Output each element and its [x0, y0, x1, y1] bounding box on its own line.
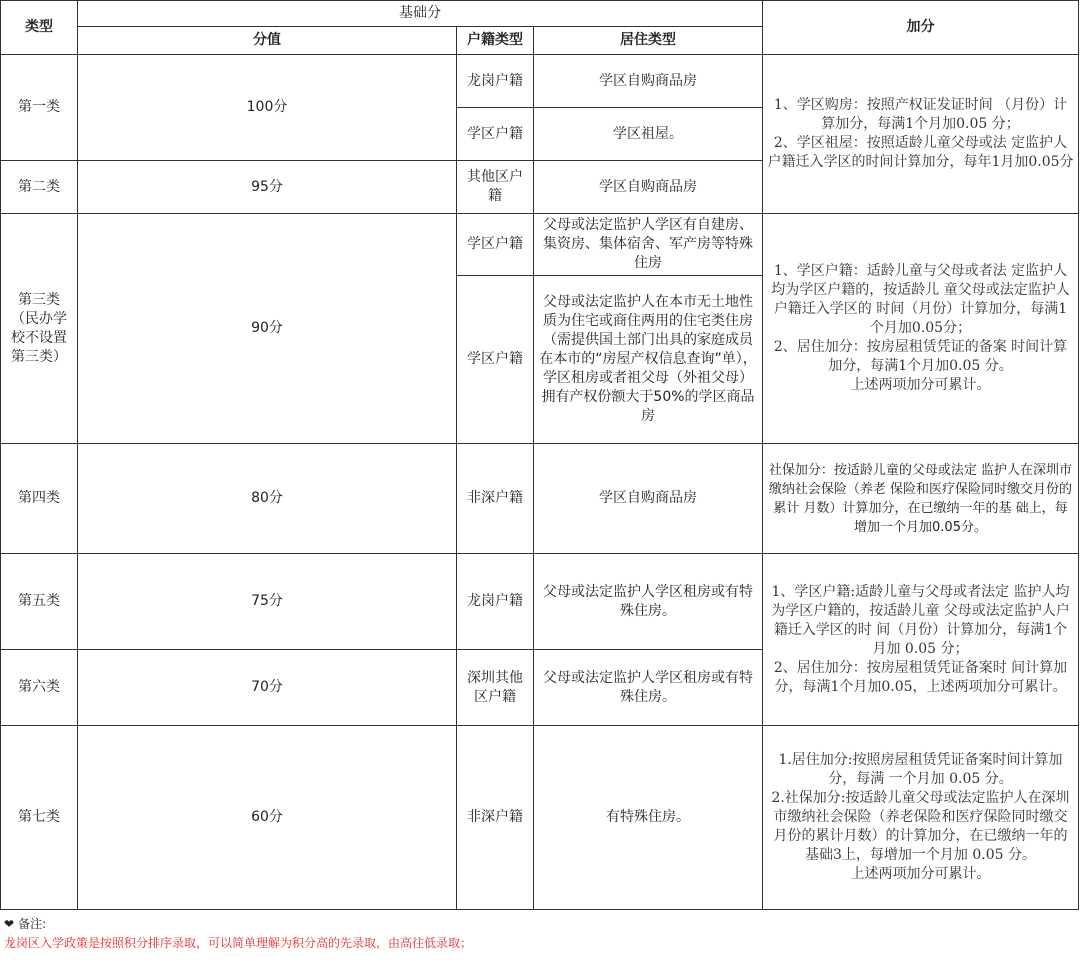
- residence-cell: 学区祖屋。: [534, 108, 763, 161]
- score-cell: 100分: [78, 55, 457, 161]
- hukou-cell: 学区户籍: [457, 214, 534, 276]
- bonus-line: 2.社保加分:按适龄儿童父母或法定监护人在深圳市缴纳社会保险（养老保险和医疗保险同时缴交月份的累计月数）的计算加分，在已缴纳一年的基础3上，每增加一个月加 0.05 分。: [771, 790, 1070, 863]
- category-cell: 第三类（民办学校不设置第三类）: [1, 214, 78, 444]
- score-cell: 80分: [78, 444, 457, 554]
- hukou-cell: 非深户籍: [457, 726, 534, 910]
- score-cell: 60分: [78, 726, 457, 910]
- bonus-line: 上述两项加分可累计。: [850, 377, 991, 393]
- score-cell: 75分: [78, 554, 457, 650]
- bonus-line: 1、学区购房：按照产权证发证时间 （月份）计算加分，每满1个月加0.05 分；: [773, 97, 1068, 132]
- footnote-label: 备注:: [18, 917, 47, 931]
- bonus-line: 上述两项加分可累计。: [850, 866, 991, 882]
- category-cell: 第六类: [1, 650, 78, 726]
- score-cell: 70分: [78, 650, 457, 726]
- bonus-cell: [763, 55, 1079, 214]
- bonus-line: 1、学区户籍：适龄儿童与父母或者法 定监护人均为学区户籍的，按适龄儿 童父母或法定监护人户籍迁入学区的 时间（月份）计算加分，每满1个月加0.05分；: [771, 263, 1070, 336]
- category-cell: 第四类: [1, 444, 78, 554]
- heart-icon: ❤: [4, 917, 15, 931]
- header-type: 类型: [1, 1, 78, 55]
- category-cell: 第二类: [1, 161, 78, 214]
- bonus-line: 1.居住加分:按照房屋租赁凭证备案时间计算加分，每满 一个月加 0.05 分。: [778, 752, 1063, 787]
- bonus-cell: 社保加分：按适龄儿童的父母或法定 监护人在深圳市缴纳社会保险（养老 保险和医疗保险同时缴交月份的累计 月数）计算加分，在已缴纳一年的基 础上，每增加一个月加0.05分。: [763, 444, 1079, 554]
- hukou-cell: 学区户籍: [457, 108, 534, 161]
- residence-cell: 父母或法定监护人在本市无土地性质为住宅或商住两用的住宅类住房（需提供国土部门出具的家庭成员在本市的“房屋产权信息查询”单），学区租房或者祖父母（外祖父母）拥有产权份额大于50%的学区商品房: [534, 276, 763, 444]
- bonus-line: 1、学区户籍:适龄儿童与父母或者法定 监护人均为学区户籍的，按适龄儿童 父母或法定监护人户籍迁入学区的时 间（月份）计算加分，每满1个月加 0.05 分；: [771, 583, 1070, 657]
- table-row: [1, 214, 1079, 276]
- bonus-cell: [763, 726, 1079, 910]
- hukou-cell: 非深户籍: [457, 444, 534, 554]
- table-row: [1, 554, 1079, 650]
- table-row: [1, 726, 1079, 910]
- hukou-cell: 龙岗户籍: [457, 55, 534, 108]
- table-row: [1, 444, 1079, 554]
- residence-cell: 父母或法定监护人学区租房或有特殊住房。: [534, 650, 763, 726]
- footnote: [4, 915, 472, 953]
- residence-cell: 学区自购商品房: [534, 55, 763, 108]
- score-cell: 95分: [78, 161, 457, 214]
- bonus-line: 2、居住加分：按房屋租赁凭证的备案 时间计算加分，每满1个月加0.05 分。: [773, 339, 1068, 374]
- header-residence-type: 居住类型: [534, 27, 763, 55]
- bonus-line: 2、居住加分：按房屋租赁凭证备案时 间计算加分，每满1个月加0.05，上述两项加分可累计。: [773, 659, 1068, 695]
- bonus-line: 2、学区祖屋：按照适龄儿童父母或法 定监护人户籍迁入学区的时间计算加分，每年1月加0.05分: [767, 135, 1074, 170]
- residence-cell: 学区自购商品房: [534, 161, 763, 214]
- table-row: [1, 55, 1079, 108]
- hukou-cell: 龙岗户籍: [457, 554, 534, 650]
- header-base-score: 基础分: [78, 1, 763, 27]
- residence-cell: 父母或法定监护人学区租房或有特殊住房。: [534, 554, 763, 650]
- bonus-cell: [763, 554, 1079, 726]
- hukou-cell: 学区户籍: [457, 276, 534, 444]
- category-cell: 第七类: [1, 726, 78, 910]
- header-bonus: 加分: [763, 1, 1079, 55]
- category-cell: 第一类: [1, 55, 78, 161]
- header-score-value: 分值: [78, 27, 457, 55]
- footnote-text: 龙岗区入学政策是按照积分排序录取，可以简单理解为积分高的先录取，由高往低录取；: [4, 936, 473, 950]
- bonus-cell: [763, 214, 1079, 444]
- residence-cell: 有特殊住房。: [534, 726, 763, 910]
- hukou-cell: 其他区户籍: [457, 161, 534, 214]
- residence-cell: 父母或法定监护人学区有自建房、集资房、集体宿舍、军产房等特殊住房: [534, 214, 763, 276]
- header-hukou-type: 户籍类型: [457, 27, 534, 55]
- category-cell: 第五类: [1, 554, 78, 650]
- hukou-cell: 深圳其他区户籍: [457, 650, 534, 726]
- score-cell: 90分: [78, 214, 457, 444]
- residence-cell: 学区自购商品房: [534, 444, 763, 554]
